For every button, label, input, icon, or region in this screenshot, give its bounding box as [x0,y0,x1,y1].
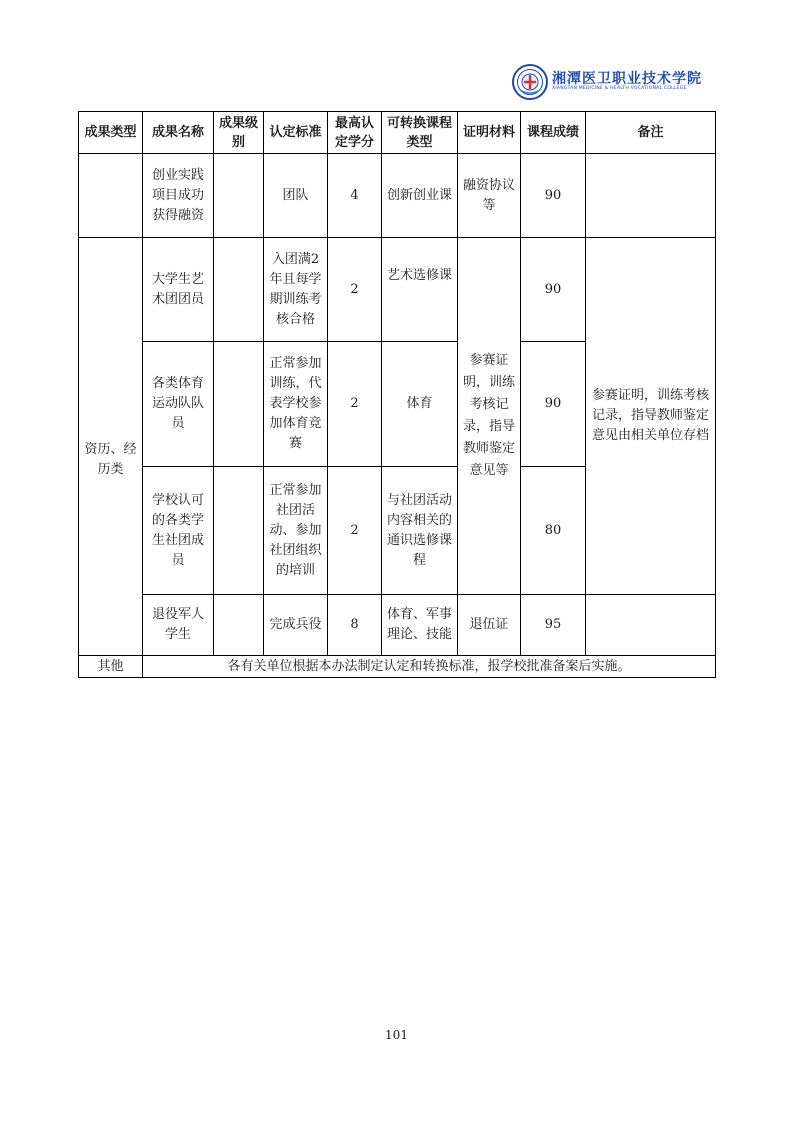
achievement-level-cell [214,238,264,342]
header-course-score: 课程成绩 [521,112,586,154]
logo-chinese-name: 湘潭医卫职业技术学院 [552,71,702,87]
course-type-cell: 体育、军事理论、技能 [382,595,458,656]
header-achievement-type: 成果类型 [79,112,143,154]
standard-cell: 团队 [264,154,328,238]
header-evidence: 证明材料 [458,112,521,154]
credit-cell: 2 [328,238,382,342]
header-achievement-level: 成果级别 [214,112,264,154]
course-type-cell: 创新创业课 [382,154,458,238]
page-number: 101 [385,1028,408,1042]
table-row-other [79,656,716,678]
table-row [79,238,716,342]
remark-cell [586,595,716,656]
achievement-level-cell [214,342,264,467]
achievement-name-cell: 退役军人学生 [143,595,214,656]
credit-cell: 2 [328,342,382,467]
credit-cell: 2 [328,467,382,595]
standard-cell: 入团满2年且每学期训练考核合格 [264,238,328,342]
achievement-level-cell [214,595,264,656]
course-type-cell: 艺术选修课 [382,238,458,342]
header-remarks: 备注 [586,112,716,154]
header-recognition-standard: 认定标准 [264,112,328,154]
standard-cell: 完成兵役 [264,595,328,656]
course-type-cell: 与社团活动内容相关的通识选修课程 [382,467,458,595]
college-logo [512,62,712,104]
shared-remark-cell: 参赛证明，训练考核记录，指导教师鉴定意见由相关单位存档 [586,238,716,595]
other-label-cell: 其他 [79,656,143,678]
standard-cell: 正常参加训练，代表学校参加体育竞赛 [264,342,328,467]
evidence-cell: 融资协议等 [458,154,521,238]
score-cell: 95 [521,595,586,656]
score-cell: 90 [521,342,586,467]
header-course-type: 可转换课程类型 [382,112,458,154]
college-emblem-icon [512,64,548,100]
course-type-cell: 体育 [382,342,458,467]
table-row [79,595,716,656]
achievement-name-cell: 创业实践项目成功获得融资 [143,154,214,238]
achievement-level-cell [214,467,264,595]
achievement-name-cell: 学校认可的各类学生社团成员 [143,467,214,595]
category-cell-resume: 资历、经历类 [79,238,143,656]
credit-recognition-table [78,111,716,678]
credit-cell: 8 [328,595,382,656]
score-cell: 90 [521,238,586,342]
logo-english-name: XIANGTAN MEDICINE & HEALTH VOCATIONAL COLLEGE [552,86,687,91]
evidence-cell: 退伍证 [458,595,521,656]
shared-evidence-cell: 参赛证明，训练考核记录，指导教师鉴定意见等 [458,238,521,595]
standard-cell: 正常参加社团活动、参加社团组织的培训 [264,467,328,595]
score-cell: 90 [521,154,586,238]
category-cell-empty [79,154,143,238]
achievement-name-cell: 大学生艺术团团员 [143,238,214,342]
achievement-level-cell [214,154,264,238]
table-row [79,154,716,238]
achievement-name-cell: 各类体育运动队队员 [143,342,214,467]
credit-cell: 4 [328,154,382,238]
header-max-credit: 最高认定学分 [328,112,382,154]
table-header-row [79,112,716,154]
other-text-cell: 各有关单位根据本办法制定认定和转换标准，报学校批准备案后实施。 [143,656,716,678]
header-achievement-name: 成果名称 [143,112,214,154]
remark-cell [586,154,716,238]
score-cell: 80 [521,467,586,595]
